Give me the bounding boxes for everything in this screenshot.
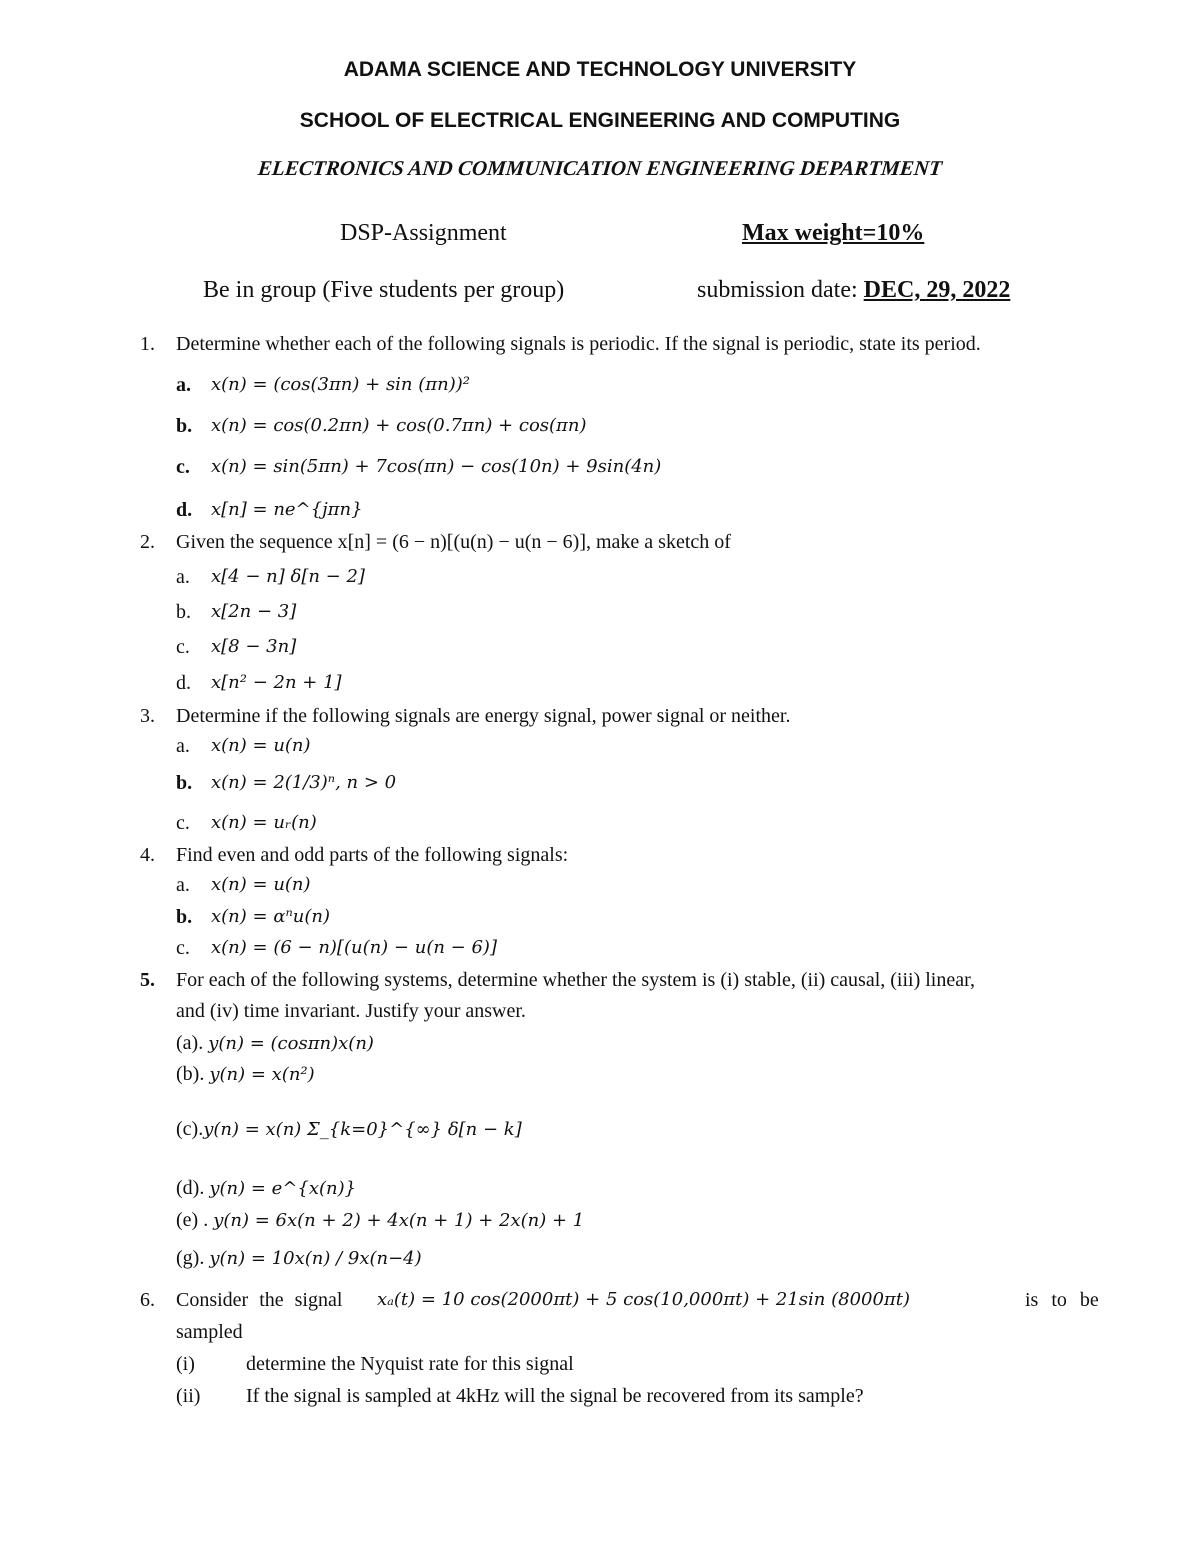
item-label: b. [176, 906, 193, 928]
question-number: 5. [140, 969, 155, 991]
submission-date: DEC, 29, 2022 [863, 277, 1011, 303]
submission-date-line [697, 277, 1010, 304]
item-label: (e) . [176, 1209, 214, 1231]
question-text: sampled [176, 1321, 243, 1343]
item-label: (ii) [176, 1385, 201, 1407]
equation: x(n) = 2(1/3)ⁿ, n > 0 [211, 772, 397, 793]
equation: x[n] = ne^{jπn} [211, 499, 363, 520]
question-number: 3. [140, 705, 155, 727]
equation: y(n) = 6x(n + 2) + 4x(n + 1) + 2x(n) + 1 [213, 1210, 585, 1231]
item-label: b. [176, 415, 193, 437]
school-title: SCHOOL OF ELECTRICAL ENGINEERING AND COMPUTING [299, 109, 901, 132]
item-label: (c). [176, 1118, 204, 1140]
equation: x(n) = (6 − n)[(u(n) − u(n − 6)] [211, 937, 497, 958]
question-number: 2. [140, 531, 155, 553]
question-text-end: is to be [1025, 1289, 1099, 1311]
item-label: a. [176, 874, 190, 896]
item-label: b. [176, 772, 193, 794]
signal-equation: xₐ(t) = 10 cos(2000πt) + 5 cos(10,000πt) + 21sin (8000πt) [377, 1289, 911, 1310]
item-label: c. [176, 636, 190, 658]
item-label: (g). [176, 1247, 210, 1269]
department-title: ELECTRONICS AND COMMUNICATION ENGINEERING DEPARTMENT [256, 156, 944, 180]
item-label: (i) [176, 1353, 195, 1375]
item-label: (d). [176, 1177, 210, 1199]
university-title: ADAMA SCIENCE AND TECHNOLOGY UNIVERSITY [343, 58, 857, 81]
question-text: and (iv) time invariant. Justify your answer. [176, 1000, 526, 1022]
item-label: c. [176, 812, 190, 834]
item-label: (b). [176, 1063, 210, 1085]
item-text: If the signal is sampled at 4kHz will the signal be recovered from its sample? [246, 1385, 864, 1407]
equation: x[n² − 2n + 1] [211, 672, 342, 693]
item-text: determine the Nyquist rate for this signal [246, 1353, 574, 1375]
question-text: Find even and odd parts of the following signals: [176, 844, 569, 866]
equation: x(n) = (cos(3πn) + sin (πn))² [211, 374, 470, 395]
item-label: d. [176, 672, 191, 694]
equation: y(n) = 10x(n) / 9x(n−4) [209, 1248, 422, 1269]
item-label: a. [176, 566, 190, 588]
equation: y(n) = x(n²) [209, 1064, 315, 1085]
equation: y(n) = x(n) Σ_{k=0}^{∞} δ[n − k] [203, 1119, 522, 1140]
item-label: b. [176, 601, 191, 623]
item-label: d. [176, 499, 193, 521]
equation: x(n) = αⁿu(n) [211, 906, 330, 927]
equation: x(n) = uᵣ(n) [211, 812, 317, 833]
group-instruction: Be in group (Five students per group) [203, 277, 565, 303]
item-label: a. [176, 374, 191, 396]
equation: y(n) = (cosπn)x(n) [208, 1033, 374, 1054]
question-number: 4. [140, 844, 155, 866]
equation: x[2n − 3] [211, 601, 297, 622]
item-label: (a). [176, 1032, 209, 1054]
item-label: c. [176, 456, 190, 478]
equation: x(n) = u(n) [211, 874, 311, 895]
question-text: Given the sequence x[n] = (6 − n)[(u(n) − u(n − 6)], make a sketch of [176, 531, 731, 553]
equation: x[4 − n] δ[n − 2] [211, 566, 365, 587]
equation: y(n) = e^{x(n)} [209, 1178, 357, 1199]
item-label: a. [176, 735, 190, 757]
question-text: Consider the signal [176, 1289, 343, 1311]
equation: x(n) = cos(0.2πn) + cos(0.7πn) + cos(πn) [211, 415, 587, 436]
equation: x[8 − 3n] [211, 636, 297, 657]
equation: x(n) = u(n) [211, 735, 311, 756]
question-number: 1. [140, 333, 155, 355]
max-weight: Max weight=10% [742, 220, 925, 246]
submission-label: submission date: [697, 277, 864, 303]
assignment-title: DSP-Assignment [340, 220, 507, 246]
question-text: Determine whether each of the following signals is periodic. If the signal is periodic, state its period. [176, 333, 981, 355]
question-number: 6. [140, 1289, 155, 1311]
item-label: c. [176, 937, 190, 959]
equation: x(n) = sin(5πn) + 7cos(πn) − cos(10n) + 9sin(4n) [211, 456, 662, 477]
question-text: For each of the following systems, determine whether the system is (i) stable, (ii) causal, (iii) linear, [176, 969, 975, 991]
question-text: Determine if the following signals are energy signal, power signal or neither. [176, 705, 791, 727]
